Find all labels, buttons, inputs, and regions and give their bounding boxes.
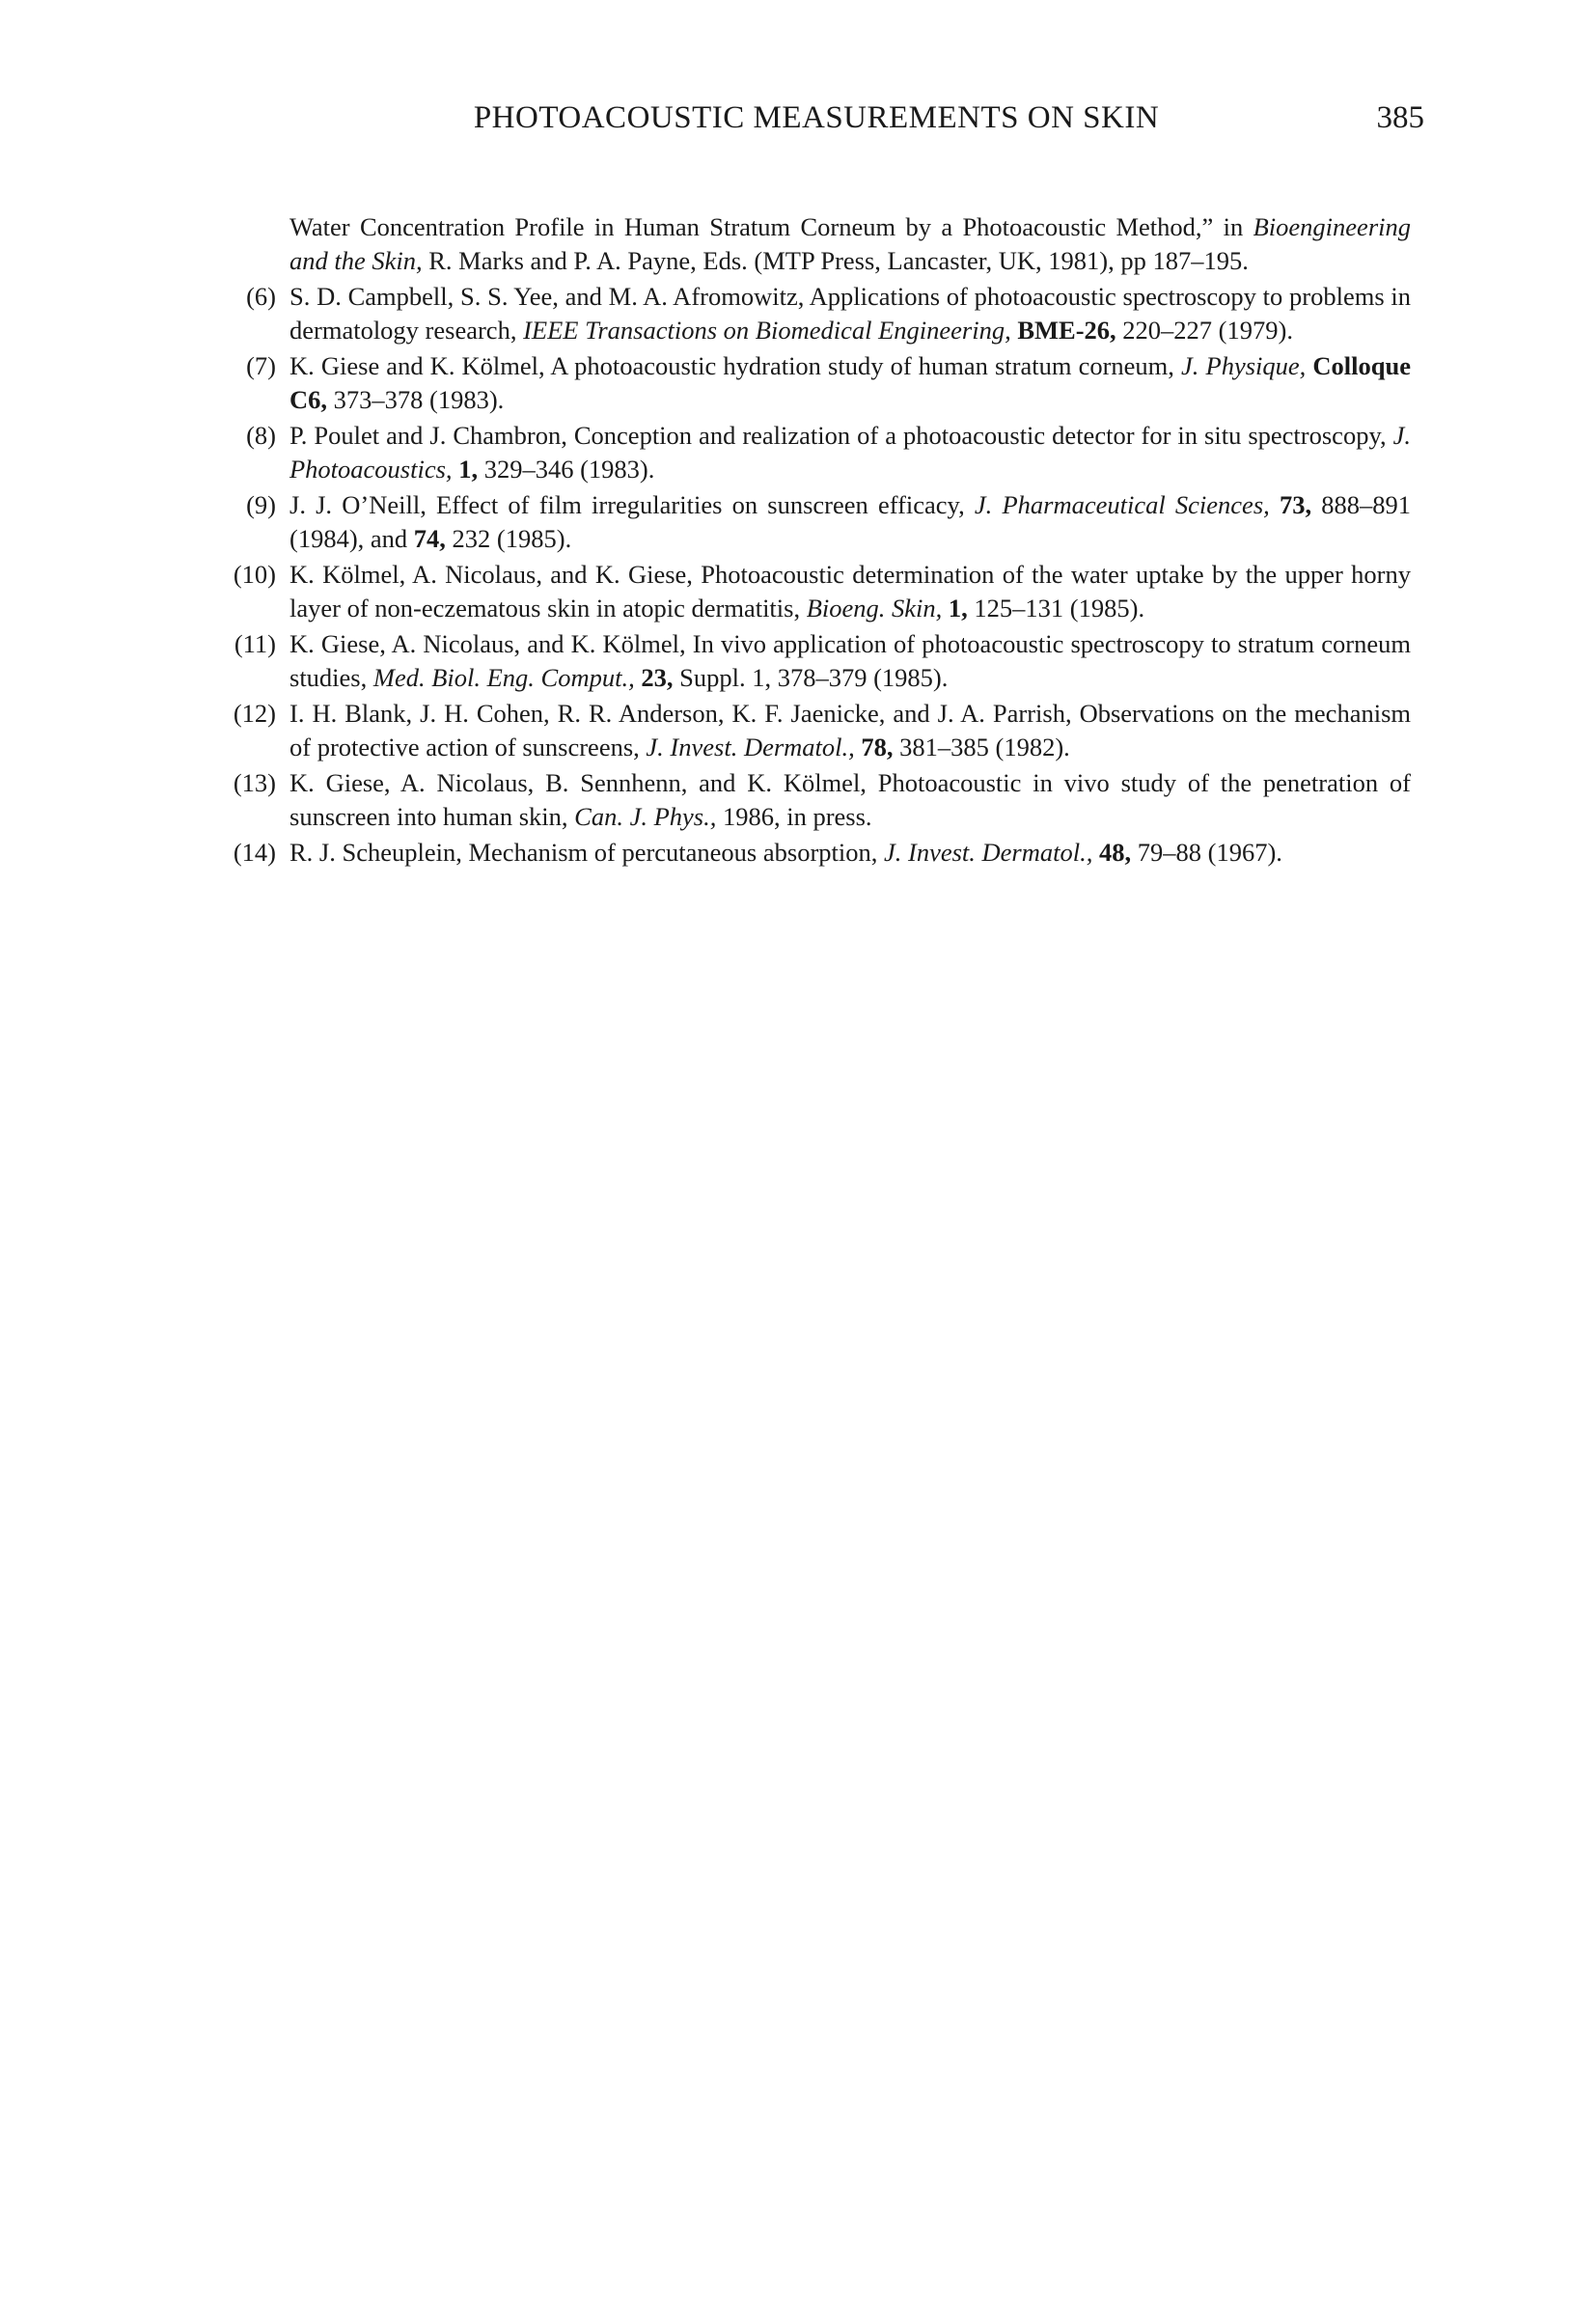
reference-text: 220–227 (1979). <box>1116 315 1293 345</box>
reference-text: R. J. Scheuplein, Mechanism of percutaneous absorption, <box>289 838 884 867</box>
volume-number: Colloque C6, <box>289 351 1411 414</box>
volume-number: 73, <box>1279 490 1312 519</box>
reference-text: Water Concentration Profile in Human Stratum Corneum by a Photoacoustic Method,” in <box>289 212 1253 241</box>
reference-continuation <box>208 210 1411 277</box>
reference-item <box>208 836 1411 870</box>
reference-item <box>208 558 1411 624</box>
reference-text: 232 (1985). <box>445 523 572 553</box>
reference-text <box>1092 838 1099 867</box>
reference-number: (12) <box>233 699 276 728</box>
reference-number: (7) <box>246 351 276 380</box>
reference-text: K. Kölmel, A. Nicolaus, and K. Giese, Photoacoustic determination of the water uptake by the upper horny layer of non-eczematous skin in atopic dermatitis, <box>289 560 1411 622</box>
reference-text: J. J. O’Neill, Effect of film irregularities on sunscreen efficacy, <box>289 490 975 519</box>
journal-title: J. Invest. Dermatol., <box>646 732 855 761</box>
reference-text: 381–385 (1982). <box>893 732 1070 761</box>
reference-number: (13) <box>233 768 276 797</box>
reference-text: P. Poulet and J. Chambron, Conception and realization of a photoacoustic detector for in situ spectroscopy, <box>289 421 1393 450</box>
volume-number: 1, <box>458 454 479 484</box>
reference-text: I. H. Blank, J. H. Cohen, R. R. Anderson, K. F. Jaenicke, and J. A. Parrish, Observations on the mechanism of protective action of sunscreens, <box>289 699 1411 761</box>
page-number: 385 <box>1376 100 1424 135</box>
reference-item <box>208 488 1411 555</box>
reference-number: (11) <box>234 629 276 658</box>
reference-number: (8) <box>246 421 276 450</box>
volume-number: 48, <box>1099 838 1132 867</box>
reference-text: 888–891 (1984), and <box>289 490 1412 553</box>
journal-title: Bioeng. Skin, <box>806 593 943 622</box>
reference-text: 79–88 (1967). <box>1131 838 1282 867</box>
volume-number: 74, <box>413 523 446 553</box>
reference-number: (14) <box>233 838 276 867</box>
reference-text <box>1270 490 1280 519</box>
running-title: PHOTOACOUSTIC MEASUREMENTS ON SKIN <box>473 100 1160 135</box>
reference-text: 329–346 (1983). <box>478 454 655 484</box>
reference-item <box>208 627 1411 694</box>
reference-text: K. Giese, A. Nicolaus, B. Sennhenn, and K. Kölmel, Photoacoustic in vivo study of the penetration of sunscreen into human skin, <box>289 768 1411 831</box>
reference-text: R. Marks and P. A. Payne, Eds. (MTP Press, Lancaster, UK, 1981), pp 187–195. <box>422 245 1249 275</box>
reference-item <box>208 766 1411 833</box>
reference-list <box>208 210 1411 872</box>
journal-title: Can. J. Phys., <box>574 801 717 831</box>
journal-title: IEEE Transactions on Biomedical Engineering, <box>523 315 1011 345</box>
journal-title: J. Pharmaceutical Sciences, <box>974 490 1270 519</box>
journal-title: Bioengineering and the Skin, <box>289 212 1411 275</box>
reference-item <box>208 419 1411 485</box>
reference-number: (9) <box>246 490 276 519</box>
reference-item <box>208 349 1411 416</box>
journal-title: J. Physique, <box>1181 351 1307 380</box>
running-head <box>208 100 1424 147</box>
volume-number: 1, <box>948 593 968 622</box>
reference-text: S. D. Campbell, S. S. Yee, and M. A. Afromowitz, Applications of photoacoustic spectroscopy to problems in dermatology research, <box>289 282 1411 345</box>
reference-item <box>208 697 1411 763</box>
volume-number: 78, <box>861 732 894 761</box>
journal-title: J. Invest. Dermatol., <box>884 838 1093 867</box>
volume-number: 23, <box>641 662 674 692</box>
reference-text: 373–378 (1983). <box>327 384 505 414</box>
reference-text: 125–131 (1985). <box>967 593 1145 622</box>
volume-number: BME-26, <box>1017 315 1116 345</box>
reference-text: K. Giese, A. Nicolaus, and K. Kölmel, In vivo application of photoacoustic spectroscopy to stratum corneum studies, <box>289 629 1411 692</box>
reference-text: 1986, in press. <box>716 801 872 831</box>
reference-item <box>208 280 1411 346</box>
reference-text: K. Giese and K. Kölmel, A photoacoustic hydration study of human stratum corneum, <box>289 351 1182 380</box>
journal-title: J. Photoacoustics, <box>289 421 1411 484</box>
reference-text <box>942 594 949 622</box>
journal-title: Med. Biol. Eng. Comput., <box>372 662 635 692</box>
reference-text: Suppl. 1, 378–379 (1985). <box>673 662 949 692</box>
reference-number: (6) <box>246 282 276 311</box>
reference-number: (10) <box>233 560 276 589</box>
